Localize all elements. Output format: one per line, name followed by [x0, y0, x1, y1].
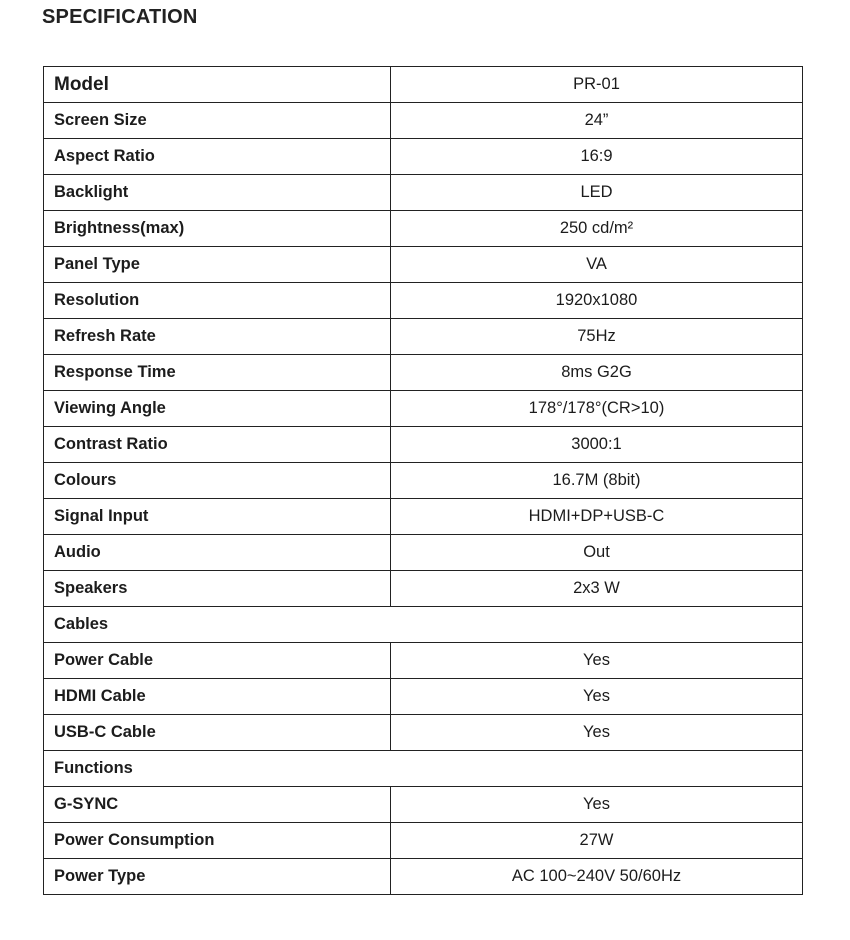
spec-label: Speakers	[44, 571, 391, 607]
spec-label: Screen Size	[44, 103, 391, 139]
spec-label: USB-C Cable	[44, 715, 391, 751]
table-row	[44, 859, 803, 895]
spec-value: 178°/178°(CR>10)	[391, 391, 803, 427]
section-row	[44, 751, 803, 787]
spec-label: Signal Input	[44, 499, 391, 535]
table-row	[44, 283, 803, 319]
table-row	[44, 463, 803, 499]
spec-value: 75Hz	[391, 319, 803, 355]
table-row	[44, 499, 803, 535]
section-row	[44, 607, 803, 643]
table-row	[44, 211, 803, 247]
spec-value: 3000:1	[391, 427, 803, 463]
spec-value: VA	[391, 247, 803, 283]
section-heading: Functions	[44, 751, 803, 787]
spec-label: Resolution	[44, 283, 391, 319]
spec-value: Yes	[391, 679, 803, 715]
table-row	[44, 139, 803, 175]
spec-label: Viewing Angle	[44, 391, 391, 427]
spec-value: AC 100~240V 50/60Hz	[391, 859, 803, 895]
spec-value: HDMI+DP+USB-C	[391, 499, 803, 535]
page-title: SPECIFICATION	[42, 6, 198, 28]
spec-label: Contrast Ratio	[44, 427, 391, 463]
spec-label: Brightness(max)	[44, 211, 391, 247]
spec-value: Out	[391, 535, 803, 571]
table-row	[44, 103, 803, 139]
spec-label: Colours	[44, 463, 391, 499]
spec-value: Yes	[391, 787, 803, 823]
table-row	[44, 247, 803, 283]
table-row	[44, 715, 803, 751]
spec-label: Panel Type	[44, 247, 391, 283]
table-row	[44, 679, 803, 715]
table-row	[44, 355, 803, 391]
spec-label: HDMI Cable	[44, 679, 391, 715]
spec-label: Refresh Rate	[44, 319, 391, 355]
spec-label: Audio	[44, 535, 391, 571]
spec-label: Power Type	[44, 859, 391, 895]
spec-value: 16:9	[391, 139, 803, 175]
table-row	[44, 787, 803, 823]
table-row	[44, 427, 803, 463]
spec-value: 250 cd/m²	[391, 211, 803, 247]
spec-value: 16.7M (8bit)	[391, 463, 803, 499]
spec-value: 8ms G2G	[391, 355, 803, 391]
spec-label: Aspect Ratio	[44, 139, 391, 175]
spec-value: 2x3 W	[391, 571, 803, 607]
spec-value: 24”	[391, 103, 803, 139]
table-row	[44, 571, 803, 607]
spec-label: Backlight	[44, 175, 391, 211]
table-row	[44, 67, 803, 103]
spec-label: Power Consumption	[44, 823, 391, 859]
spec-label: Response Time	[44, 355, 391, 391]
table-row	[44, 391, 803, 427]
spec-value: 27W	[391, 823, 803, 859]
table-row	[44, 319, 803, 355]
spec-value: 1920x1080	[391, 283, 803, 319]
table-row	[44, 643, 803, 679]
section-heading: Cables	[44, 607, 803, 643]
spec-label: G-SYNC	[44, 787, 391, 823]
table-row	[44, 823, 803, 859]
table-row	[44, 175, 803, 211]
spec-value: PR-01	[391, 67, 803, 103]
spec-value: Yes	[391, 643, 803, 679]
spec-value: Yes	[391, 715, 803, 751]
specification-table	[43, 66, 803, 895]
spec-value: LED	[391, 175, 803, 211]
table-row	[44, 535, 803, 571]
spec-label: Model	[44, 67, 391, 103]
spec-label: Power Cable	[44, 643, 391, 679]
